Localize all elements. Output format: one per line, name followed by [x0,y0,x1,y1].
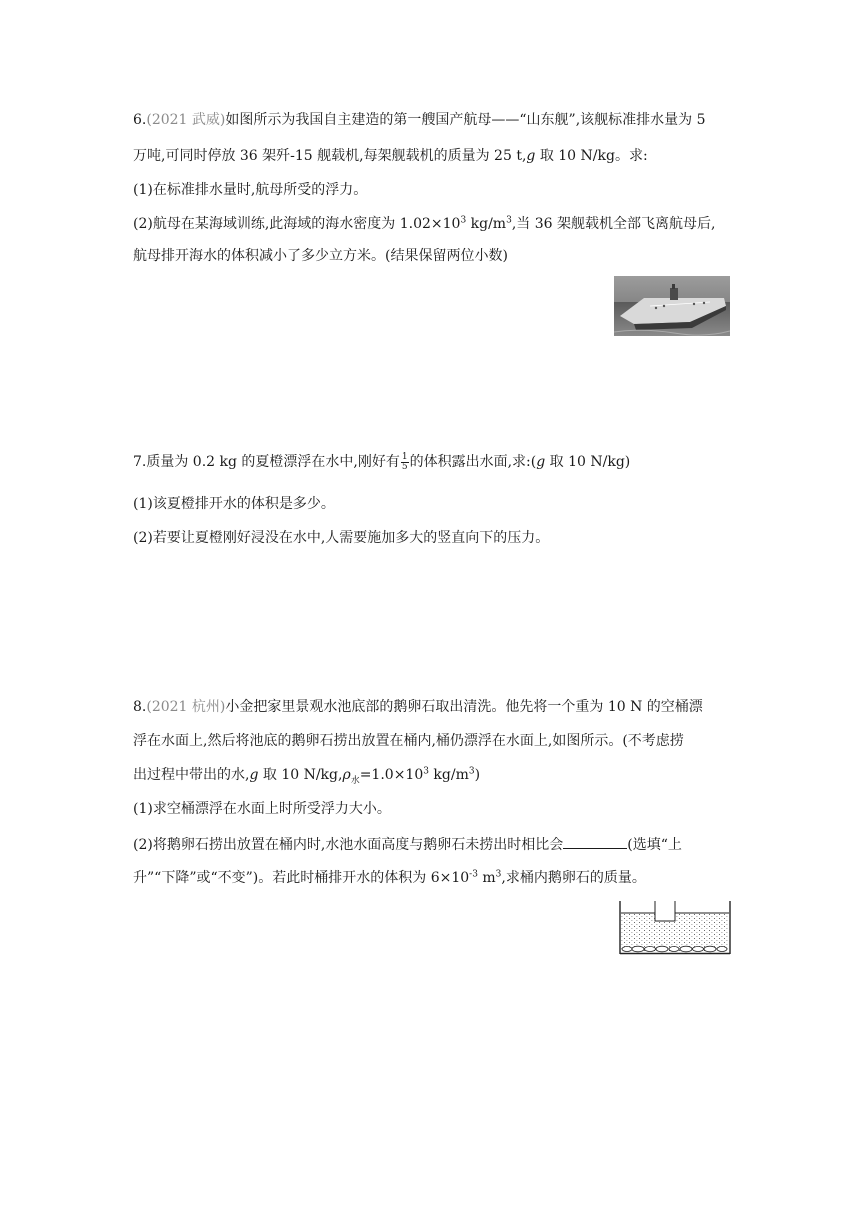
q6-number: 6. [133,112,147,128]
q7-fraction: $\frac{1}{5}$ [401,451,408,472]
q8-part-1: (1)求空桶漂浮在水面上时所受浮力大小。 [133,801,391,817]
q8-stem-line1: 8.(2021 杭州)小金把家里景观水池底部的鹅卵石取出清洗。他先将一个重为 10 N 的空桶漂 [133,699,703,715]
q7-number: 7. [133,454,147,470]
q6-stem-1: 如图所示为我国自主建造的第一艘国产航母——“山东舰”,该舰标准排水量为 5 [225,112,706,128]
q8-stem-line3: 出过程中带出的水,g 取 10 $N/kg,\rho_水=1.0\times 10^3$ $kg/m^3$) [133,766,481,786]
q8-part-2-line2: 升”“下降”或“不变”)。若此时桶排开水的体积为 $6\times 10^{-3}$ $m^3$,求桶内鹅卵石的质量。 [133,869,646,886]
q6-source: (2021 武威) [146,112,226,128]
q8-source: (2021 杭州) [146,699,226,715]
q7-part-2: (2)若要让夏橙刚好浸没在水中,人需要施加多大的竖直向下的压力。 [133,530,550,546]
aircraft-carrier-photo [614,276,730,336]
q8-number: 8. [133,699,147,715]
q8-stem-line2: 浮在水面上,然后将池底的鹅卵石捞出放置在桶内,桶仍漂浮在水面上,如图所示。(不考虑捞 [133,733,684,749]
q6-stem-line1 [133,110,706,130]
bucket-pool-diagram [618,901,732,955]
q6-stem-line2: 万吨,可同时停放 36 架歼-15 舰载机,每架舰载机的质量为 25 t,g 取 10 N/kg。求: [133,148,648,164]
q7-part-1: (1)该夏橙排开水的体积是多少。 [133,496,335,512]
answer-blank[interactable] [563,834,627,849]
q6-part-1: (1)在标准排水量时,航母所受的浮力。 [133,182,368,198]
q6-part-2-line1: (2)航母在某海域训练,此海域的海水密度为 $1.02\times 10^3$ $kg/m^3$,当 36 架舰载机全部飞离航母后, [133,215,716,232]
q6-part-2-line2: 航母排开海水的体积减小了多少立方米。(结果保留两位小数) [133,248,508,264]
q7-stem: 7.质量为 0.2 kg 的夏橙漂浮在水中,刚好有 $\frac{1}{5}$ 的体积露出水面,求:(g 取 10 N/kg) [133,451,631,472]
q8-part-2-line1: (2)将鹅卵石捞出放置在桶内时,水池水面高度与鹅卵石未捞出时相比会 (选填“上 [133,834,682,855]
